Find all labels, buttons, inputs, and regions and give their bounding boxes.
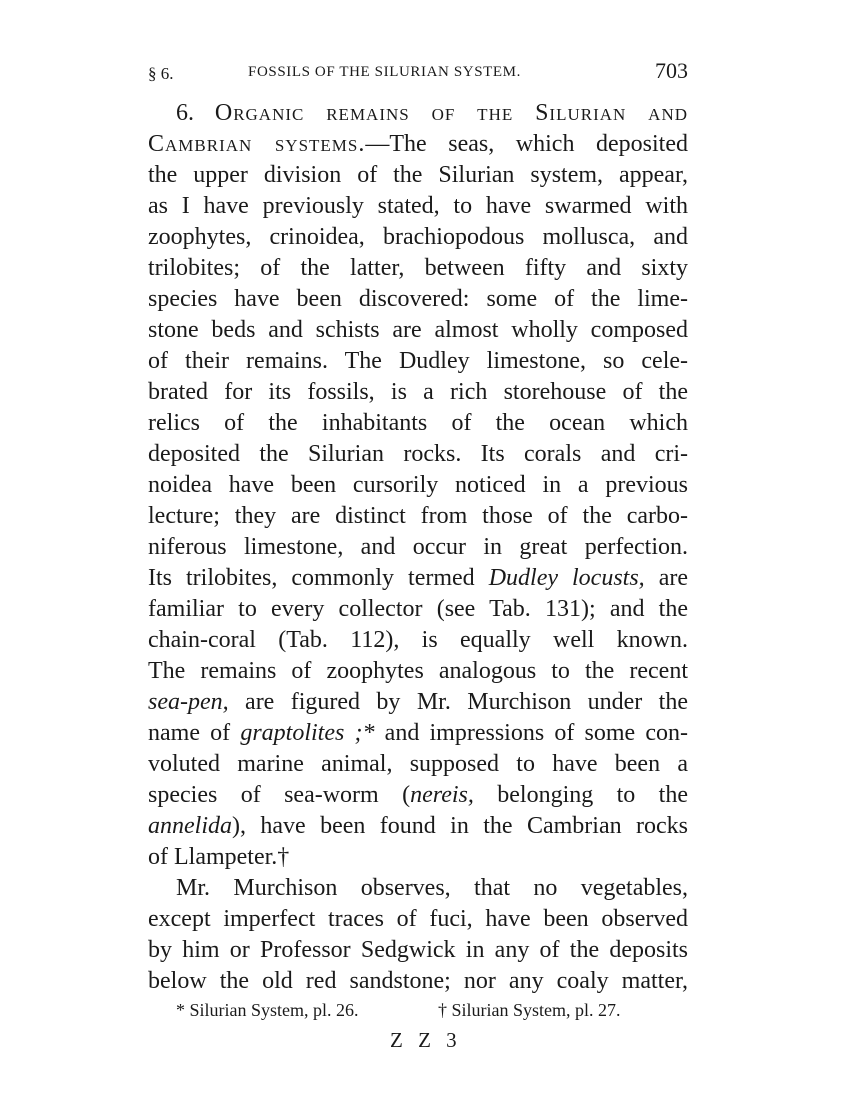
text-span: name of <box>148 720 241 746</box>
text-line: trilobites; of the latter, between fifty and sixty <box>148 255 688 281</box>
text-line: zoophytes, crinoidea, brachiopodous mollusca, and <box>148 224 688 250</box>
italic-term: annelida <box>148 813 232 839</box>
footnotes <box>176 1000 686 1021</box>
text-line-last: of Llampeter.† <box>148 844 290 870</box>
text-line: chain-coral (Tab. 112), is equally well known. <box>148 627 688 653</box>
text-line: stone beds and schists are almost wholly composed <box>148 317 688 343</box>
text-span: —The seas, which deposited <box>365 131 688 157</box>
text-span: Its trilobites, commonly termed <box>148 565 489 591</box>
text-line: voluted marine animal, supposed to have been a <box>148 751 688 777</box>
text-line: lecture; they are distinct from those of the carbo- <box>148 503 688 529</box>
text-span: ), have been found in the Cambrian rocks <box>232 813 688 839</box>
italic-term: sea-pen, <box>148 689 229 715</box>
italic-term: graptolites ;* <box>240 720 375 746</box>
page-number: 703 <box>655 58 688 83</box>
text-line-annelida <box>148 811 688 842</box>
text-line: by him or Professor Sedgwick in any of the deposits <box>148 937 688 963</box>
italic-term: Dudley locusts, <box>488 565 645 591</box>
paragraph-2-line: Mr. Murchison observes, that no vegetables, <box>176 875 688 901</box>
text-span: belonging to the <box>473 782 688 808</box>
text-line: below the old red sandstone; nor any coaly matter, <box>148 968 688 994</box>
text-line: except imperfect traces of fuci, have been observed <box>148 906 688 932</box>
italic-term: nereis, <box>410 782 474 808</box>
main-text <box>148 98 688 997</box>
text-span: are <box>644 565 688 591</box>
heading-title-cont: Cambrian systems. <box>148 131 366 157</box>
text-line: noidea have been cursorily noticed in a previous <box>148 472 688 498</box>
text-line: of their remains. The Dudley limestone, so cele- <box>148 348 688 374</box>
running-header <box>148 58 688 84</box>
text-line: species have been discovered: some of the lime- <box>148 286 688 312</box>
text-line: familiar to every collector (see Tab. 131); and the <box>148 596 688 622</box>
section-mark: § 6. <box>148 64 174 83</box>
footnote-1: * Silurian System, pl. 26. <box>176 1000 359 1020</box>
heading-number: 6. <box>176 100 194 126</box>
text-line-seapen <box>148 687 688 718</box>
text-line: deposited the Silurian rocks. Its corals and cri- <box>148 441 688 467</box>
footnote-2: † Silurian System, pl. 27. <box>438 1000 621 1020</box>
text-line-graptolites <box>148 718 688 749</box>
text-line: relics of the inhabitants of the ocean which <box>148 410 688 436</box>
text-span: are figured by Mr. Murchison under the <box>228 689 688 715</box>
text-line: the upper division of the Silurian system, appear, <box>148 162 688 188</box>
text-line-dudley <box>148 563 688 594</box>
text-line: The remains of zoophytes analogous to the recent <box>148 658 688 684</box>
text-line: niferous limestone, and occur in great perfection. <box>148 534 688 560</box>
text-line: as I have previously stated, to have swarmed with <box>148 193 688 219</box>
heading-title: Organic remains of the Silurian and <box>214 100 688 126</box>
text-span: species of sea-worm ( <box>148 782 411 808</box>
text-line-nereis <box>148 780 688 811</box>
heading-line-2 <box>148 129 688 160</box>
running-title: FOSSILS OF THE SILURIAN SYSTEM. <box>248 64 521 80</box>
signature-mark: Z Z 3 <box>390 1028 462 1052</box>
text-span: and impressions of some con- <box>374 720 688 746</box>
text-line: brated for its fossils, is a rich storehouse of the <box>148 379 688 405</box>
heading-line-1 <box>148 98 688 129</box>
